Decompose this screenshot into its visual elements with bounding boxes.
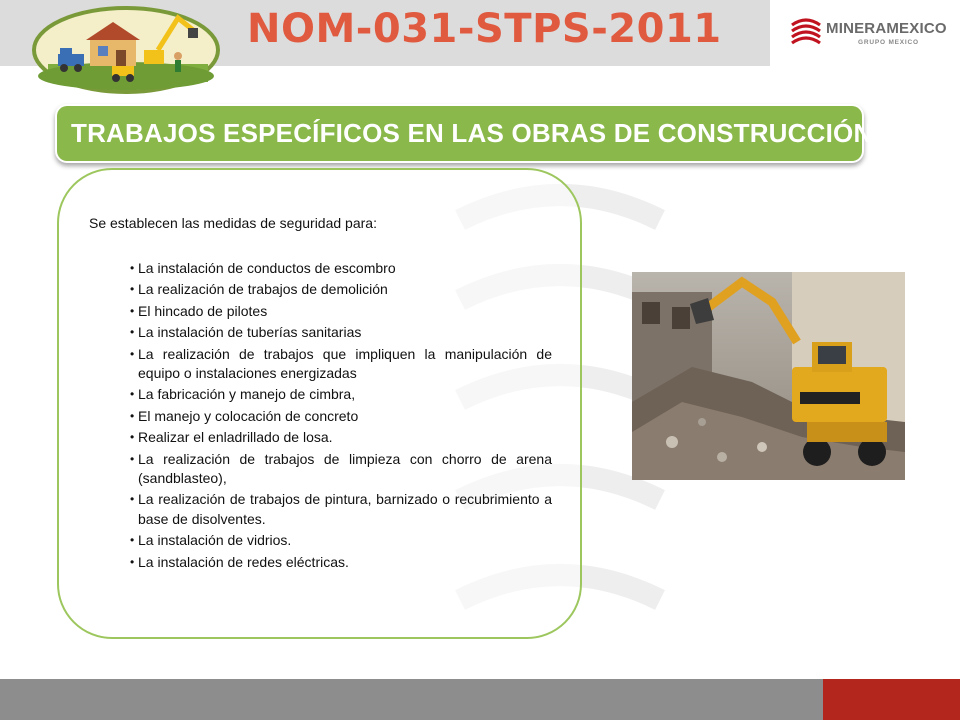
construction-scene-illustration xyxy=(28,0,228,95)
list-item: • La instalación de conductos de escombro xyxy=(138,259,552,278)
list-item: • Realizar el enladrillado de losa. xyxy=(138,428,552,447)
brand-subtitle: GRUPO MEXICO xyxy=(858,39,919,46)
page-title: NOM-031-STPS-2011 xyxy=(247,6,722,52)
footer-band xyxy=(0,679,823,720)
minera-mexico-logo-icon xyxy=(790,16,822,46)
footer-accent xyxy=(823,679,960,720)
demolition-excavator-photo xyxy=(632,272,905,480)
list-item: • La instalación de vidrios. xyxy=(138,531,552,550)
brand-logo xyxy=(790,14,950,54)
list-item: • La realización de trabajos de pintura, barnizado o recubrimiento a base de disolventes. xyxy=(138,490,552,529)
list-item: • La instalación de tuberías sanitarias xyxy=(138,323,552,342)
list-item: • La realización de trabajos que impliquen la manipulación de equipo o instalaciones energizadas xyxy=(138,345,552,384)
list-item: • La realización de trabajos de limpieza con chorro de arena (sandblasteo), xyxy=(138,450,552,489)
section-title-bar xyxy=(57,106,880,161)
section-title: TRABAJOS ESPECÍFICOS EN LAS OBRAS DE CONSTRUCCIÓN. xyxy=(71,118,880,148)
safety-measures-list xyxy=(138,259,552,574)
intro-text: Se establecen las medidas de seguridad para: xyxy=(89,215,377,231)
list-item: • La instalación de redes eléctricas. xyxy=(138,553,552,572)
brand-name: MINERAMEXICO xyxy=(826,20,947,37)
list-item: • El manejo y colocación de concreto xyxy=(138,407,552,426)
list-item: • El hincado de pilotes xyxy=(138,302,552,321)
list-item: • La realización de trabajos de demolición xyxy=(138,280,552,299)
list-item: • La fabricación y manejo de cimbra, xyxy=(138,385,552,404)
